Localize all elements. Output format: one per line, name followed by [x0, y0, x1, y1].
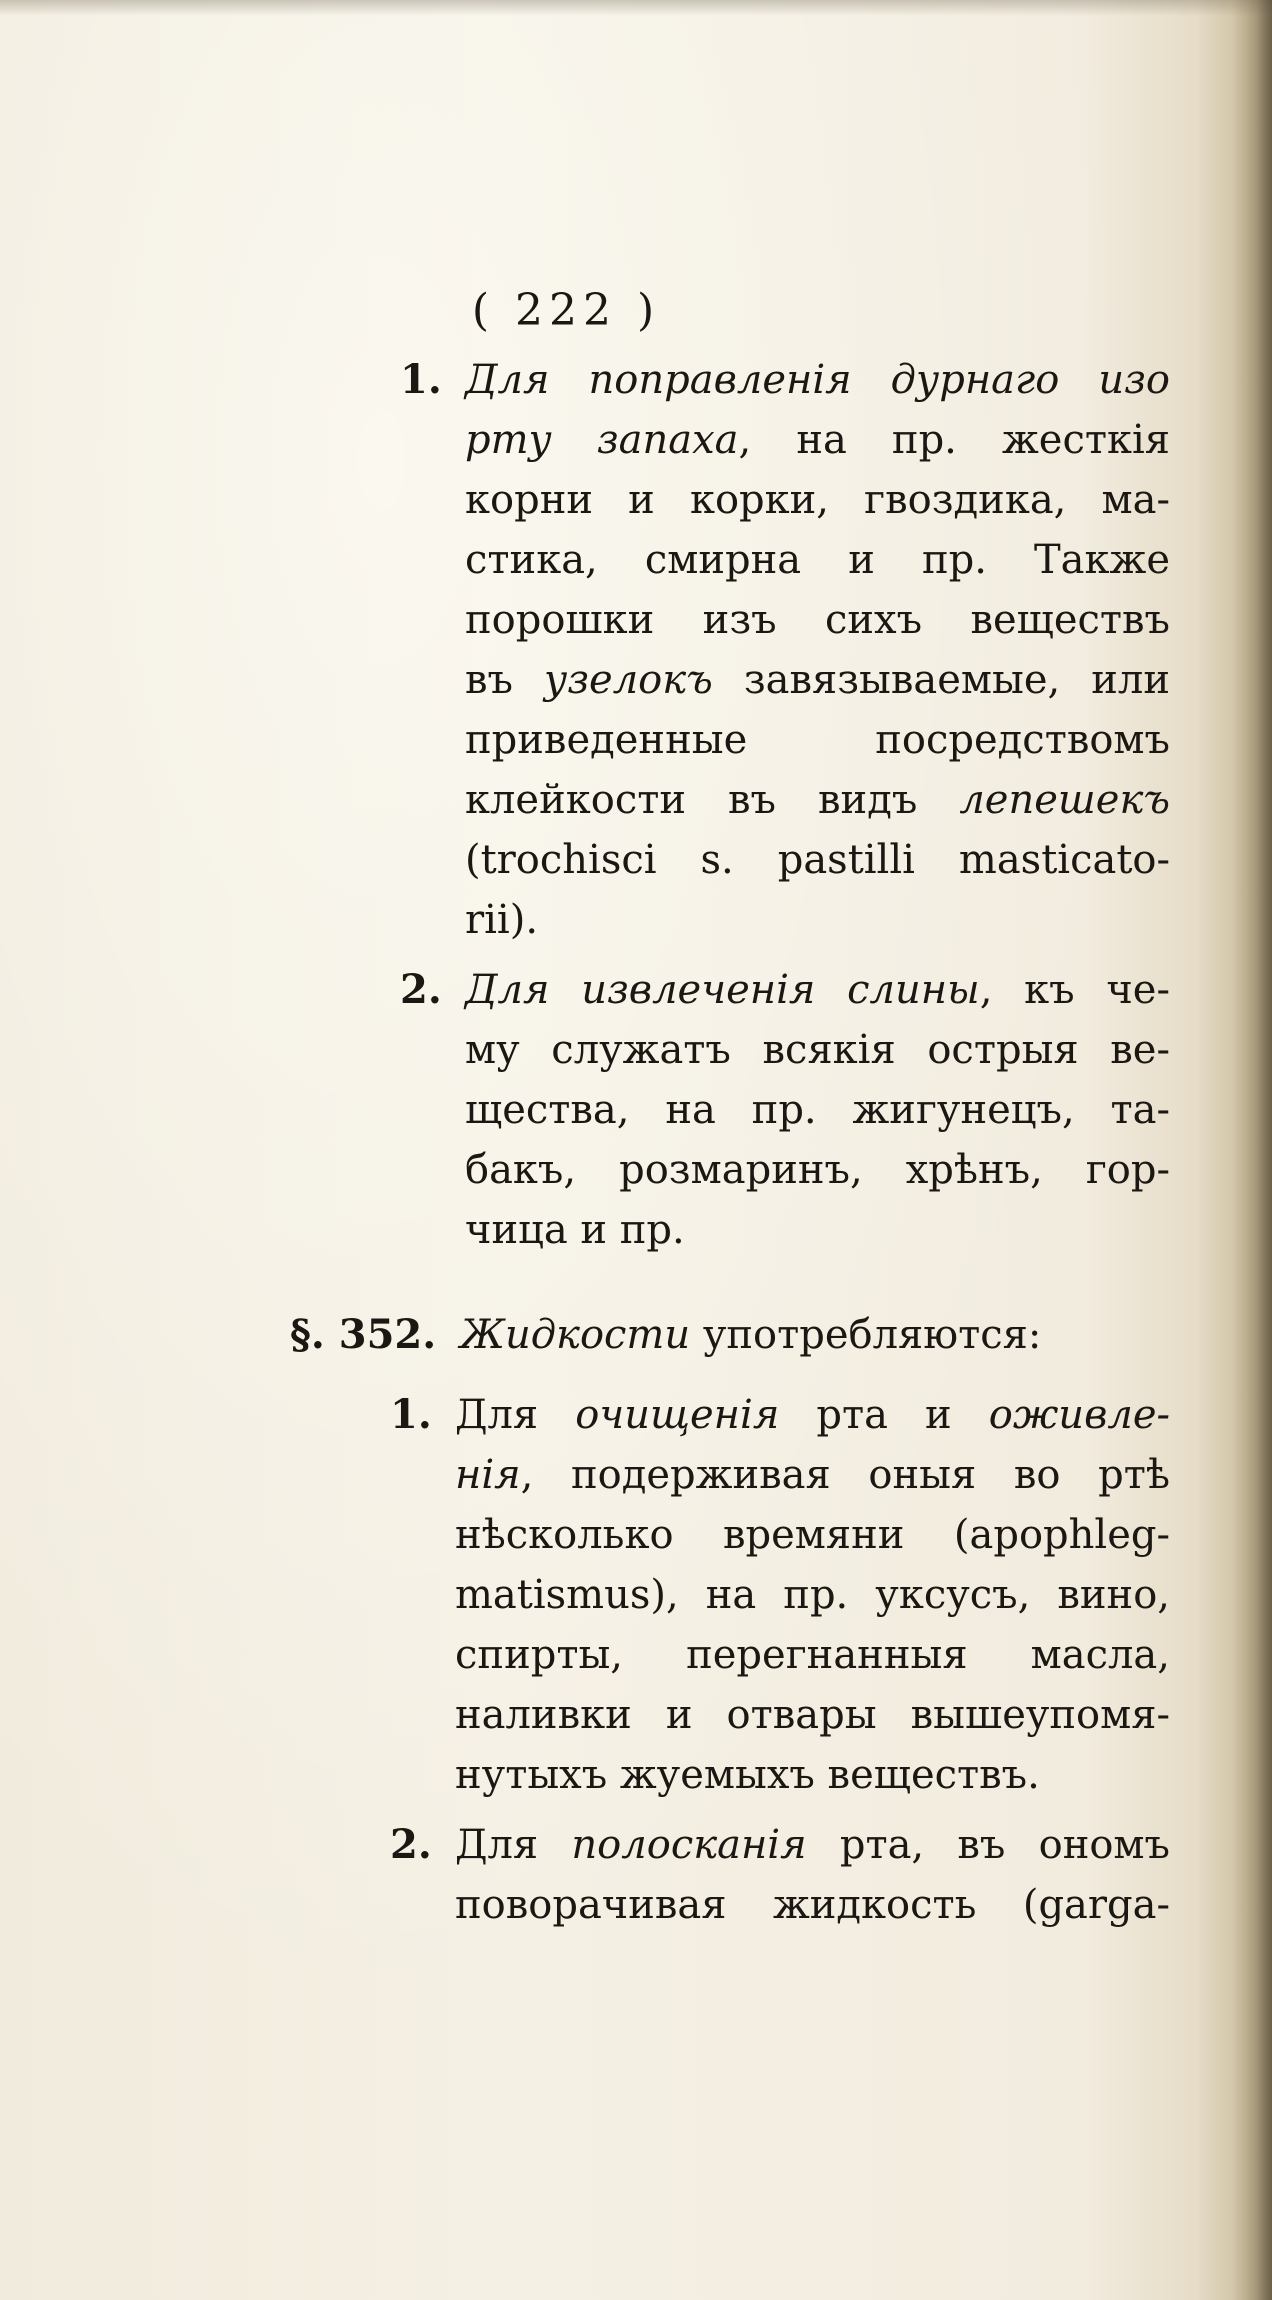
page-top-shadow	[0, 0, 1272, 16]
list-item-number: 2.	[400, 966, 442, 1013]
italic-term: очищенія	[575, 1392, 780, 1438]
page-number: ( 222 )	[471, 285, 661, 336]
text-run: въ	[465, 657, 544, 703]
italic-term: Жидкости	[460, 1312, 691, 1358]
text-run: нѣсколько времяни (apophleg-	[455, 1512, 1170, 1558]
list-item-line	[465, 960, 1170, 1020]
list-item-line	[465, 1200, 685, 1260]
list-item-number: 1.	[390, 1391, 432, 1438]
list-item-line	[465, 530, 1170, 590]
list-item-number: 2.	[390, 1821, 432, 1868]
text-run: употребляются:	[690, 1312, 1042, 1358]
text-run: поворачивая жидкость (garga-	[455, 1882, 1170, 1928]
list-item-line	[465, 1080, 1170, 1140]
list-item-line	[455, 1625, 1170, 1685]
text-run: чица и пр.	[465, 1207, 685, 1253]
text-run: корни и корки, гвоздика, ма-	[465, 477, 1170, 523]
italic-term: извлеченія слины	[581, 967, 980, 1013]
text-run: клейкости въ видъ	[465, 777, 960, 823]
list-item-line	[465, 1140, 1170, 1200]
list-item-line	[465, 590, 1170, 650]
list-item-line	[455, 1815, 1170, 1875]
italic-term: нія	[455, 1452, 521, 1498]
list-item-line	[465, 410, 1170, 470]
text-run: наливки и отвары вышеупомя-	[455, 1692, 1170, 1738]
text-run: завязываемые, или	[712, 657, 1171, 703]
text-run: Для	[455, 1392, 576, 1438]
text-run: rii).	[465, 897, 539, 943]
list-item-line	[465, 650, 1170, 710]
list-item-number: 1.	[400, 356, 442, 403]
list-item-line	[455, 1505, 1170, 1565]
list-item-line	[465, 710, 1170, 770]
text-run: (trochisci s. pastilli masticato-	[465, 837, 1170, 883]
list-item-line	[465, 350, 1170, 410]
text-run: щества, на пр. жигунецъ, та-	[465, 1087, 1170, 1133]
text-run: Для	[455, 1822, 572, 1868]
text-run: порошки изъ сихъ веществъ	[465, 597, 1170, 643]
list-item-line	[455, 1565, 1170, 1625]
list-item-line	[465, 890, 538, 950]
italic-term: лепешекъ	[959, 777, 1170, 823]
list-item-line	[455, 1745, 1040, 1805]
list-item-line	[455, 1875, 1170, 1935]
list-item-line	[465, 830, 1170, 890]
text-run: matismus), на пр. уксусъ, вино,	[455, 1572, 1170, 1618]
text-run: бакъ, розмаринъ, хрѣнъ, гор-	[465, 1147, 1170, 1193]
text-run: нутыхъ жуемыхъ веществъ.	[455, 1752, 1040, 1798]
list-item-line	[465, 470, 1170, 530]
italic-term: поправленія дурнаго изо	[588, 357, 1170, 403]
text-run: , на пр. жесткія	[738, 417, 1171, 463]
text-run: , къ че-	[979, 967, 1170, 1013]
list-item-line	[455, 1385, 1170, 1445]
italic-term: узелокъ	[544, 657, 713, 703]
list-item-line	[465, 1020, 1170, 1080]
text-run: рта и	[779, 1392, 989, 1438]
list-item-line	[465, 770, 1170, 830]
section-heading-line	[460, 1305, 1041, 1365]
text-run: стика, смирна и пр. Также	[465, 537, 1170, 583]
text-run: , подерживая оныя во ртѣ	[520, 1452, 1170, 1498]
italic-term: оживле-	[988, 1392, 1170, 1438]
italic-term: полосканія	[571, 1822, 807, 1868]
list-item-line	[455, 1445, 1170, 1505]
italic-term: рту запаха	[465, 417, 739, 463]
section-number: §. 352.	[290, 1311, 437, 1358]
text-run: приведенные посредствомъ	[465, 717, 1170, 763]
text-run: му служатъ всякія острыя ве-	[465, 1027, 1170, 1073]
page-gutter-shadow	[1232, 0, 1272, 2300]
text-run: спирты, перегнанныя масла,	[455, 1632, 1170, 1678]
list-item-line	[455, 1685, 1170, 1745]
italic-term: Для	[465, 967, 582, 1013]
italic-term: Для	[465, 357, 589, 403]
text-run: рта, въ ономъ	[806, 1822, 1170, 1868]
